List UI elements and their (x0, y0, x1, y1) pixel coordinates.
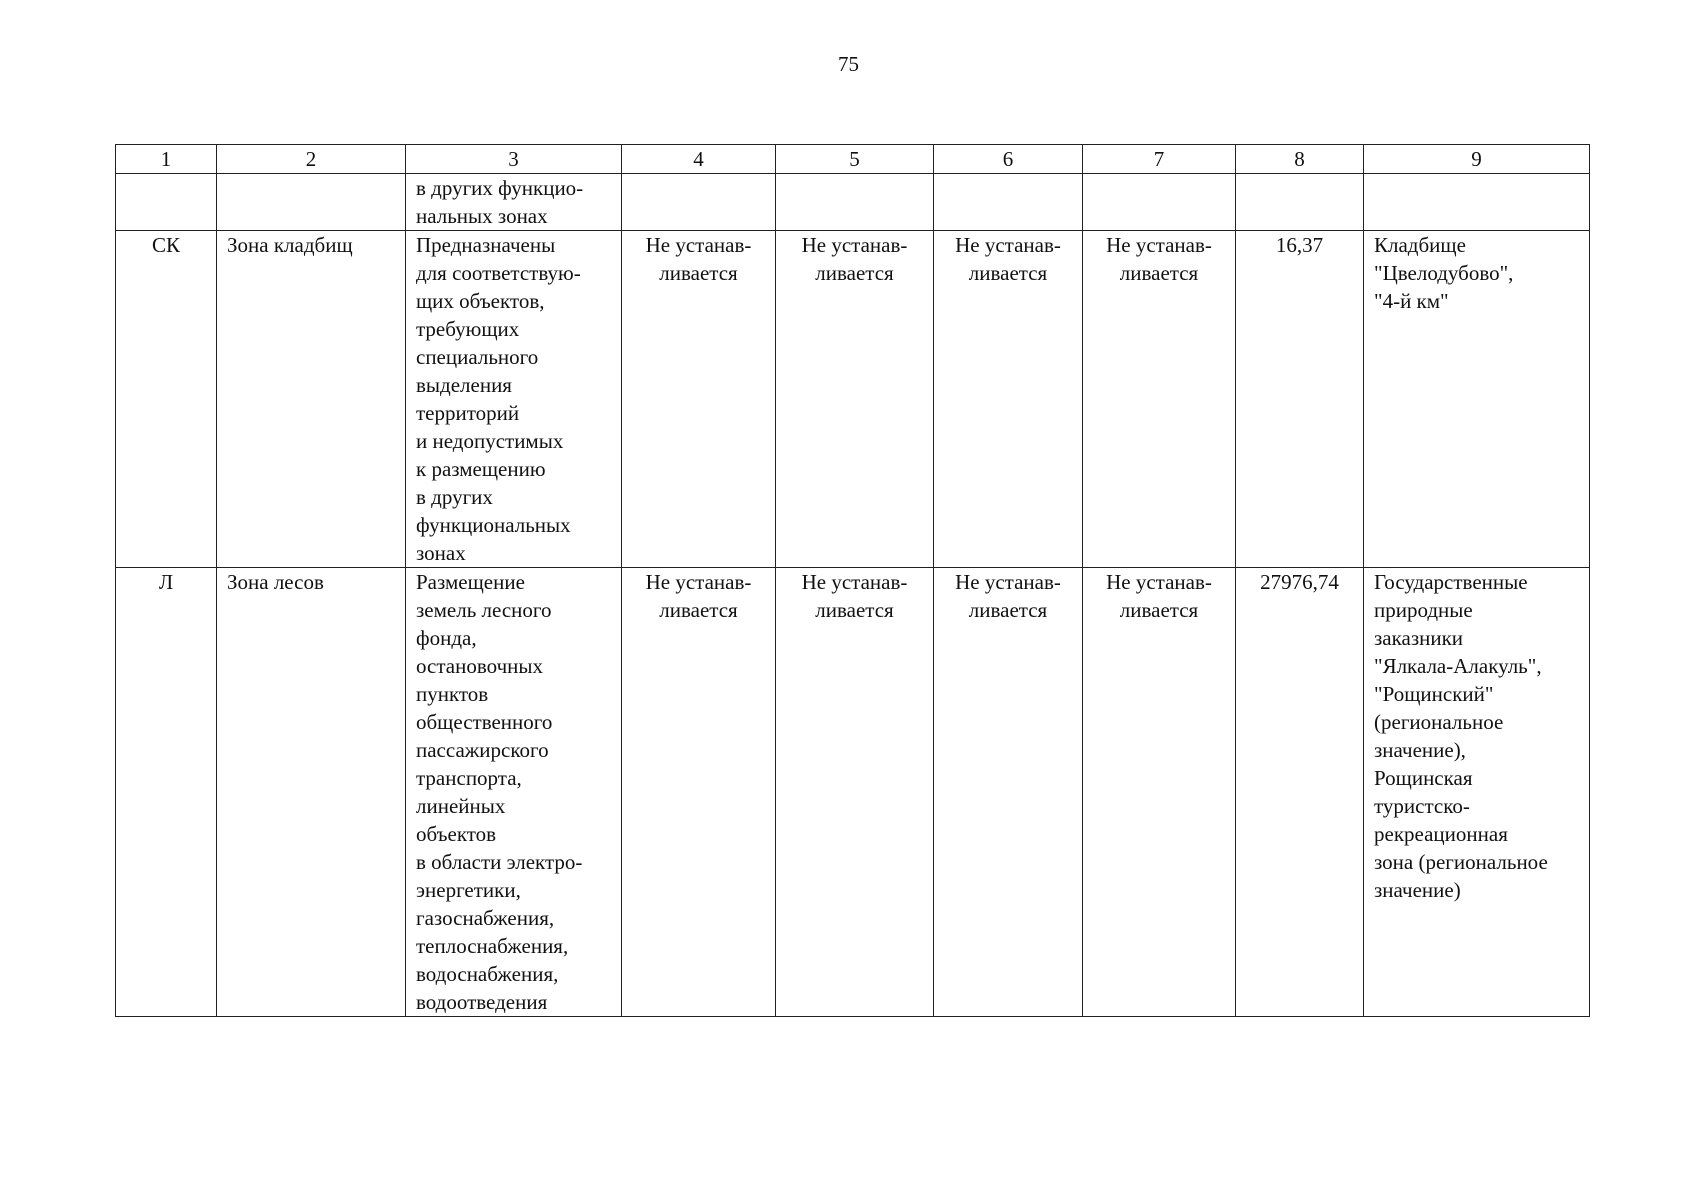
param-cell-5: Не устанав- ливается (776, 231, 934, 568)
column-number-cell: 2 (217, 145, 406, 174)
area-cell (1236, 174, 1364, 231)
objects-cell: Кладбище "Цвелодубово", "4-й км" (1364, 231, 1590, 568)
zone-purpose-cell: в других функцио- нальных зонах (406, 174, 622, 231)
zone-purpose-cell: Размещение земель лесного фонда, остановочных пунктов общественного пассажирского транспорта, линейных объектов в области электро- энергетики, газоснабжения, теплоснабжения, водоснабжения, водоотведения (406, 568, 622, 1017)
zone-code-cell (116, 174, 217, 231)
table-row (116, 231, 1590, 568)
param-cell-5: Не устанав- ливается (776, 568, 934, 1017)
param-cell-4: Не устанав- ливается (622, 568, 776, 1017)
page-number: 75 (838, 52, 859, 76)
zone-name-cell (217, 174, 406, 231)
column-number-cell: 1 (116, 145, 217, 174)
objects-cell: Государственные природные заказники "Ялкала-Алакуль", "Рощинский" (региональное значение), Рощинская туристско- рекреационная зона (региональное значение) (1364, 568, 1590, 1017)
objects-cell (1364, 174, 1590, 231)
zone-code-cell: Л (116, 568, 217, 1017)
column-number-cell: 9 (1364, 145, 1590, 174)
table-row (116, 568, 1590, 1017)
zones-table (115, 144, 1590, 1017)
zone-name-cell: Зона кладбищ (217, 231, 406, 568)
table-row (116, 174, 1590, 231)
param-cell-7: Не устанав- ливается (1083, 568, 1236, 1017)
zone-code-cell: СК (116, 231, 217, 568)
param-cell-5 (776, 174, 934, 231)
column-number-cell: 5 (776, 145, 934, 174)
param-cell-6: Не устанав- ливается (934, 231, 1083, 568)
param-cell-7 (1083, 174, 1236, 231)
param-cell-6: Не устанав- ливается (934, 568, 1083, 1017)
column-number-cell: 8 (1236, 145, 1364, 174)
zone-name-cell: Зона лесов (217, 568, 406, 1017)
column-number-cell: 4 (622, 145, 776, 174)
column-number-cell: 3 (406, 145, 622, 174)
param-cell-6 (934, 174, 1083, 231)
column-number-cell: 7 (1083, 145, 1236, 174)
param-cell-4 (622, 174, 776, 231)
column-number-row (116, 145, 1590, 174)
area-cell: 16,37 (1236, 231, 1364, 568)
column-number-cell: 6 (934, 145, 1083, 174)
param-cell-7: Не устанав- ливается (1083, 231, 1236, 568)
param-cell-4: Не устанав- ливается (622, 231, 776, 568)
area-cell: 27976,74 (1236, 568, 1364, 1017)
zone-purpose-cell: Предназначены для соответствую- щих объектов, требующих специального выделения территорий и недопустимых к размещению в других функциональных зонах (406, 231, 622, 568)
